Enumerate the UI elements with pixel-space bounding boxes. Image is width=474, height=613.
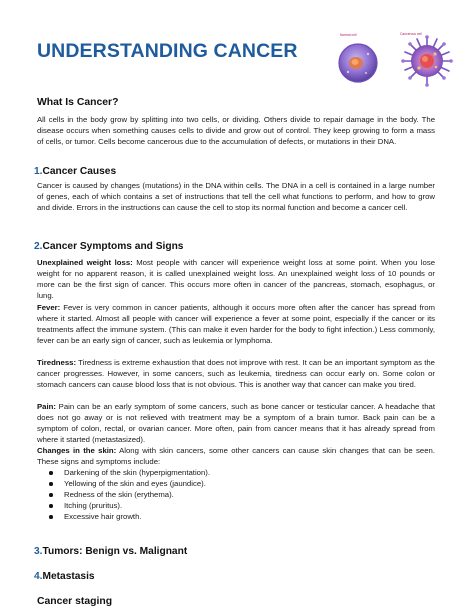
what-is-cancer-heading: What Is Cancer? bbox=[37, 97, 119, 108]
section-number: 4. bbox=[34, 571, 43, 582]
section-heading-metastasis bbox=[34, 571, 95, 582]
symptom-paragraph-tiredness bbox=[37, 357, 435, 390]
skin-symptoms-list bbox=[37, 467, 435, 522]
what-is-cancer-paragraph: All cells in the body grow by splitting into two cells, or dividing. Others divide to repair damage in the body. The disease occurs when something causes cells to divide and grow out of control. They keep growing to form a mass of cells, or tumor. Cells become cancerous due to the accumulation of defects, or mutations in their DNA. bbox=[37, 115, 435, 147]
normal-cell-caption: Normal cell bbox=[340, 33, 357, 37]
symptom-text: Most people with cancer will experience weight loss at some point. When you lose weight for no apparent reason, it is called unexplained weight loss. An unexplained weight loss of 10 pounds or more can be the first sign of cancer. This occurs more often in cancer of the pancreas, stomach, esophagus, or lung. bbox=[37, 258, 436, 301]
symptom-paragraph-fever bbox=[37, 302, 435, 346]
symptom-term: Tiredness: bbox=[37, 358, 77, 367]
list-item: Darkening of the skin (hyperpigmentation). bbox=[37, 467, 435, 478]
section-title: Cancer Causes bbox=[42, 166, 117, 177]
symptom-term: Unexplained weight loss: bbox=[37, 258, 133, 267]
symptom-paragraph-pain bbox=[37, 401, 435, 445]
section-title: Metastasis bbox=[42, 571, 95, 582]
symptom-term: Fever: bbox=[37, 303, 61, 312]
symptom-text: Tiredness is extreme exhaustion that does not improve with rest. It can be an important symptom as the cancer progresses. However, in some cancers, such as leukemia, tiredness can occur early on. Some colon or stomach cancers can cause blood loss that is not obvious. This is another way that cancer can make you tired. bbox=[37, 358, 435, 390]
section-heading-causes bbox=[34, 166, 116, 177]
section-title: Tumors: Benign vs. Malignant bbox=[42, 546, 188, 557]
section-number: 3. bbox=[34, 546, 43, 557]
symptom-text: Along with skin cancers, some other cancers can cause skin changes that can be seen. These signs and symptoms include: bbox=[37, 446, 435, 467]
symptom-text: Pain can be an early symptom of some cancers, such as bone cancer or testicular cancer. A headache that does not go away or is not relieved with treatment may be a symptom of a brain tumor. Back pain can be a symptom of colon, rectal, or ovarian cancer. More often, pain from cancer means that it has already spread from where it started (metastasized). bbox=[37, 402, 435, 445]
symptom-text: Fever is very common in cancer patients, although it occurs more often after the cancer has spread from where it started. Almost all people with cancer will experience a fever at some point, especially if the cancer or its treatments affect the immune system. (This can make it even harder for the body to fight infection.) Less commonly, fever can be an early sign of cancer, such as leukemia or lymphoma. bbox=[37, 303, 435, 346]
section-heading-tumors bbox=[34, 546, 187, 557]
section-heading-symptoms bbox=[34, 241, 183, 252]
list-item: Excessive hair growth. bbox=[37, 511, 435, 522]
list-item: Itching (pruritus). bbox=[37, 500, 435, 511]
cancer-cell-caption: Cancerous cell bbox=[400, 32, 422, 36]
section-title: Cancer Symptoms and Signs bbox=[42, 241, 184, 252]
page-title: UNDERSTANDING CANCER bbox=[37, 40, 298, 62]
symptom-term: Changes in the skin: bbox=[37, 446, 117, 455]
causes-paragraph: Cancer is caused by changes (mutations) in the DNA within cells. The DNA in a cell is contained in a large number of genes, each of which contains a set of instructions that tell the cell what functions to perform, and how to grow and divide. Errors in the instructions can cause the cell to stop its normal function and become a cancer cell. bbox=[37, 181, 435, 213]
symptom-term: Pain: bbox=[37, 402, 56, 411]
cancer-cell-image bbox=[401, 35, 453, 87]
cancer-staging-heading: Cancer staging bbox=[37, 596, 113, 607]
list-item: Yellowing of the skin and eyes (jaundice). bbox=[37, 478, 435, 489]
symptom-paragraph-skin-changes bbox=[37, 445, 435, 467]
cell-comparison-illustration bbox=[334, 30, 458, 88]
section-number: 1. bbox=[34, 166, 43, 177]
symptom-paragraph-weight-loss bbox=[37, 257, 435, 301]
list-item: Redness of the skin (erythema). bbox=[37, 489, 435, 500]
normal-cell-image bbox=[339, 44, 377, 82]
section-number: 2. bbox=[34, 241, 43, 252]
